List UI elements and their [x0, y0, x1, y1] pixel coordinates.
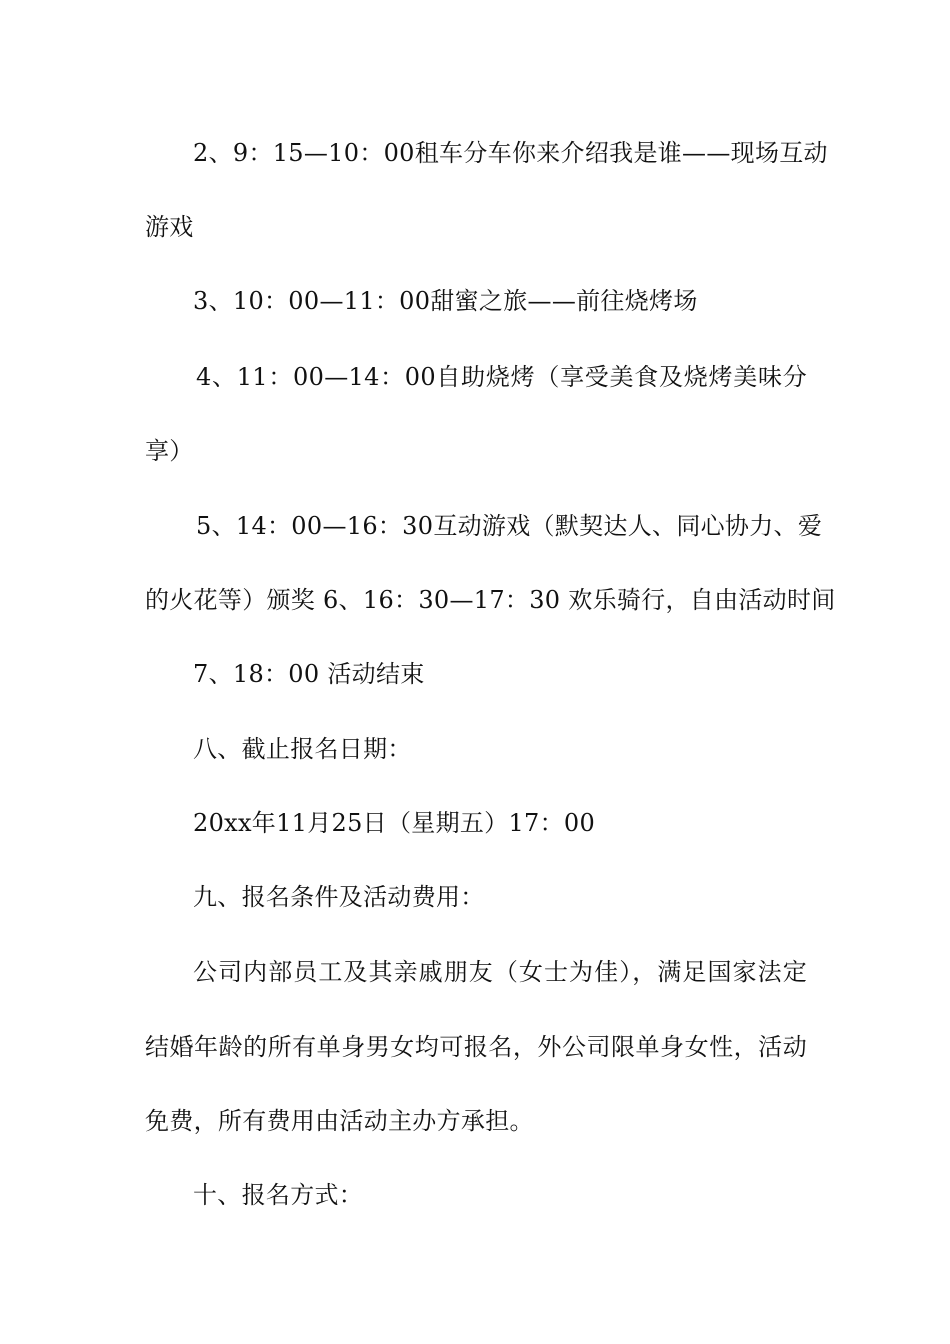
schedule-item-5-6: 的火花等）颁奖 6、16：30—17：30 欢乐骑行，自由活动时间 — [145, 586, 836, 614]
schedule-item-4: 4、11：00—14：00自助烧烤（享受美食及烧烤美味分 — [196, 363, 807, 391]
conditions-paragraph-line-1: 公司内部员工及其亲戚朋友（女士为佳），满足国家法定 — [193, 958, 807, 986]
schedule-item-2-continued: 游戏 — [145, 213, 194, 241]
schedule-item-4-continued: 享） — [145, 437, 194, 465]
conditions-paragraph-line-2: 结婚年龄的所有单身男女均可报名，外公司限单身女性，活动 — [145, 1033, 807, 1061]
conditions-paragraph-line-3: 免费，所有费用由活动主办方承担。 — [145, 1107, 534, 1135]
schedule-item-2: 2、9：15—10：00租车分车你来介绍我是谁——现场互动 — [193, 139, 828, 167]
schedule-item-3: 3、10：00—11：00甜蜜之旅——前往烧烤场 — [193, 287, 698, 315]
deadline-date: 20xx年11月25日（星期五）17：00 — [193, 809, 596, 837]
schedule-item-5: 5、14：00—16：30互动游戏（默契达人、同心协力、爱 — [196, 512, 823, 540]
section-heading-registration-method: 十、报名方式： — [193, 1181, 364, 1209]
schedule-item-7: 7、18：00 活动结束 — [193, 660, 425, 688]
section-heading-deadline: 八、截止报名日期： — [193, 735, 412, 763]
section-heading-conditions: 九、报名条件及活动费用： — [193, 883, 485, 911]
